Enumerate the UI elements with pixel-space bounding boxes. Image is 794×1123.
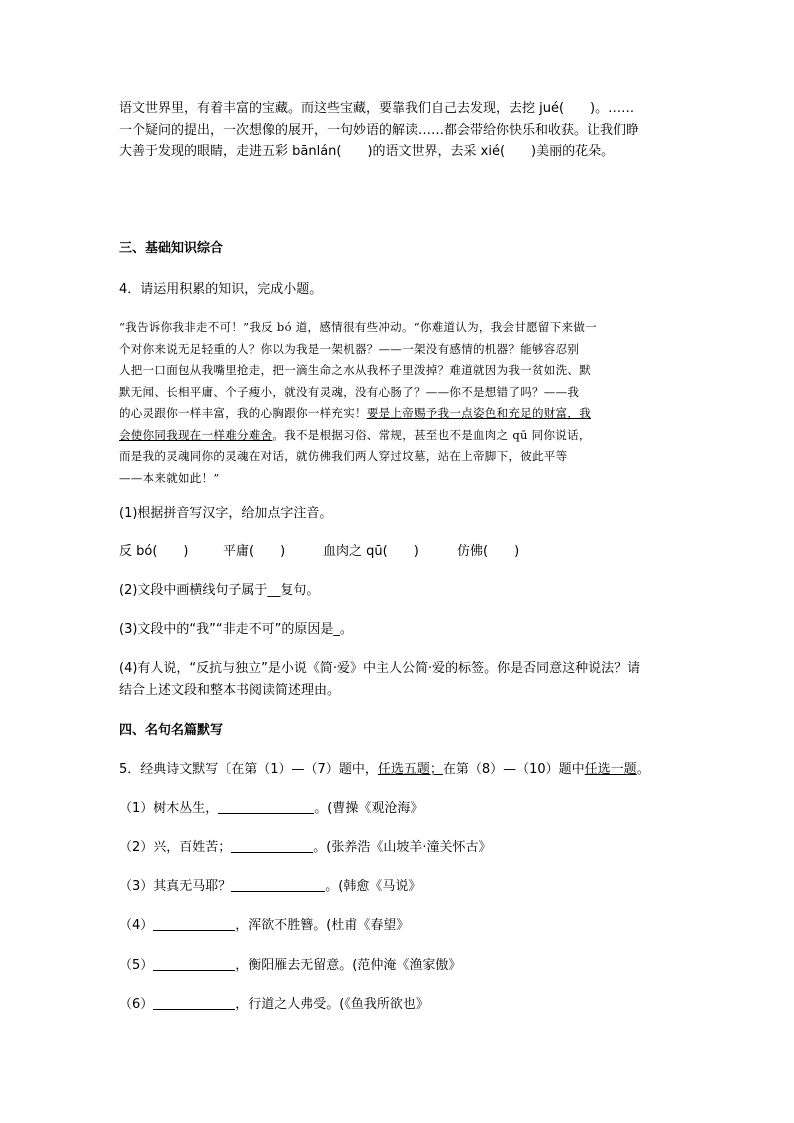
sub-question-4-line-1: (4)有人说，“反抗与独立”是小说《简·爱》中主人公简·爱的标签。你是否同意这种说法？请 (119, 661, 641, 676)
sub-question-2: (2)文段中画横线句子属于__复句。 (119, 583, 320, 598)
recitation-item-6 (119, 994, 679, 1015)
item-number: （2） (119, 840, 154, 855)
item-number: （3） (119, 879, 154, 894)
pinyin-item: 仿佛( ) (457, 544, 520, 559)
item-number: （1） (119, 801, 154, 816)
recitation-item-3 (119, 876, 679, 897)
section-3-heading: 三、基础知识综合 (119, 241, 224, 256)
passage-line: 人把一口面包从我嘴里抢走，把一滴生命之水从我杯子里泼掉？难道就因为我一贫如洗、默 (119, 363, 591, 377)
q5-text: 5．经典诗文默写〔在第（1）—（7）题中， (119, 762, 378, 777)
intro-line-1: 语文世界里，有着丰富的宝藏。而这些宝藏，要靠我们自己去发现，去挖 jué( )。…… (119, 101, 635, 116)
answer-blank[interactable] (231, 877, 325, 892)
passage-line: “我告诉你我非走不可！”我反 bó 道，感情很有些冲动。“你难道认为，我会甘愿留下来做一 (119, 320, 597, 334)
passage-line: 而是我的灵魂同你的灵魂在对话，就仿佛我们两人穿过坟墓，站在上帝脚下，彼此平等 (119, 449, 568, 463)
recitation-item-2 (119, 837, 679, 858)
intro-line-3: 大善于发现的眼睛，走进五彩 bānlán( )的语文世界，去采 xié( )美丽的花朵。 (119, 144, 615, 159)
passage-line: 默无闻、长相平庸、个子瘦小，就没有灵魂，没有心肠了？——你不是想错了吗？——我 (119, 384, 580, 399)
question-4-title: 4．请运用积累的知识，完成小题。 (119, 282, 323, 297)
passage-line: 个对你来说无足轻重的人？你以为我是一架机器？——一架没有感情的机器？能够容忍别 (119, 341, 580, 356)
q5-underlined: 任选一题 (584, 762, 637, 777)
item-after: 。(曹操《观沧海》 (314, 801, 424, 816)
passage-line (119, 403, 679, 425)
item-after: 。(张养浩《山坡羊·潼关怀古》 (313, 840, 492, 855)
item-before: 兴，百姓苦； (153, 840, 232, 855)
item-after: ，行道之人弗受。(《鱼我所欲也》 (235, 997, 429, 1012)
section-4-heading: 四、名句名篇默写 (119, 723, 224, 738)
item-number: （6） (119, 997, 154, 1012)
recitation-item-4 (119, 915, 679, 936)
item-number: （4） (119, 918, 154, 933)
item-after: ，浑欲不胜簪。(杜甫《春望》 (235, 918, 410, 933)
q5-text: 。 (636, 762, 650, 777)
sub-question-3: (3)文段中的“我”“非走不可”的原因是_。 (119, 622, 353, 637)
underlined-sentence: 会使你同我现在一样难分难舍 (119, 427, 273, 442)
answer-blank[interactable] (218, 799, 314, 814)
sub-question-4-line-2: 结合上述文段和整本书阅读简述理由。 (119, 683, 341, 698)
item-after: ，衡阳雁去无留意。(范仲淹《渔家傲》 (235, 958, 462, 973)
passage-line (119, 425, 679, 447)
answer-blank[interactable] (231, 838, 313, 853)
question-5-title (119, 759, 679, 780)
passage-text: 。我不是根据习俗、常规，甚至也不是血肉之 qū 同你说话， (272, 427, 591, 442)
passage-line: ——本来就如此！” (119, 470, 220, 485)
passage-text: 的心灵跟你一样丰富，我的心胸跟你一样充实！ (119, 406, 367, 420)
q5-text: 在第（8）—（10）题中 (442, 762, 585, 777)
item-before: 其真无马耶？ (153, 879, 232, 894)
pinyin-item: 血肉之 qū( ) (323, 544, 419, 559)
recitation-item-1 (119, 798, 679, 819)
item-after: 。(韩愈《马说》 (325, 879, 422, 894)
answer-blank[interactable] (153, 995, 235, 1010)
intro-line-2: 一个疑问的提出，一次想像的展开，一句妙语的解读……都会带给你快乐和收获。让我们睁 (119, 123, 640, 138)
answer-blank[interactable] (153, 916, 235, 931)
recitation-item-5 (119, 955, 679, 976)
reading-passage (119, 317, 679, 489)
underlined-sentence: 要是上帝赐予我一点姿色和充足的财富，我 (366, 406, 592, 420)
item-number: （5） (119, 958, 154, 973)
item-before: 树木丛生， (153, 801, 219, 816)
sub-question-1: (1)根据拼音写汉字，给加点字注音。 (119, 506, 333, 521)
answer-blank[interactable] (153, 956, 235, 971)
pinyin-item: 平庸( ) (223, 544, 286, 559)
q5-underlined: 任选五题； (377, 762, 443, 777)
pinyin-item: 反 bó( ) (119, 544, 189, 559)
